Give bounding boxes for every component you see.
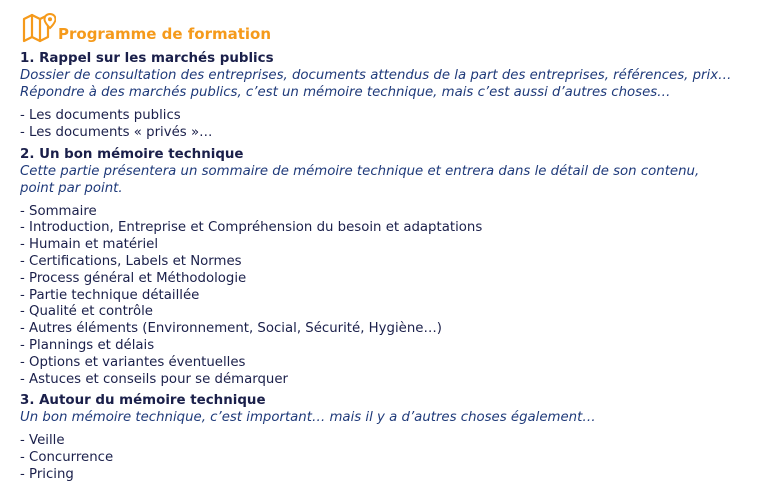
list-item: - Plannings et délais bbox=[20, 338, 760, 355]
section-item-list bbox=[20, 108, 760, 142]
list-item: - Veille bbox=[20, 433, 760, 450]
header bbox=[22, 10, 271, 44]
list-item: - Humain et matériel bbox=[20, 237, 760, 254]
list-item: - Concurrence bbox=[20, 450, 760, 467]
page-title: Programme de formation bbox=[58, 25, 272, 43]
section-description-line: Cette partie présentera un sommaire de mémoire technique et entrera dans le détail de son contenu, bbox=[20, 163, 700, 179]
section-heading: 1. Rappel sur les marchés publics bbox=[20, 51, 274, 66]
list-item: - Sommaire bbox=[20, 204, 760, 221]
section-memoire-technique bbox=[20, 147, 760, 389]
section-marches-publics bbox=[20, 51, 760, 142]
section-description-line: Dossier de consultation des entreprises, documents attendus de la part des entreprises, références, prix… bbox=[20, 68, 732, 83]
programme-content bbox=[20, 51, 760, 484]
section-description-line: Un bon mémoire technique, c’est important… mais il y a d’autres choses également… bbox=[20, 410, 596, 426]
list-item: - Les documents publics bbox=[20, 108, 760, 125]
list-item: - Autres éléments (Environnement, Social, Sécurité, Hygiène…) bbox=[20, 321, 760, 338]
section-item-list bbox=[20, 204, 760, 389]
list-item: - Astuces et conseils pour se démarquer bbox=[20, 372, 760, 389]
section-heading: 2. Un bon mémoire technique bbox=[20, 146, 244, 162]
list-item: - Options et variantes éventuelles bbox=[20, 355, 760, 372]
list-item: - Qualité et contrôle bbox=[20, 304, 760, 321]
map-icon bbox=[22, 10, 56, 44]
list-item: - Certifications, Labels et Normes bbox=[20, 254, 760, 271]
section-autour-memoire bbox=[20, 393, 760, 483]
section-description-line: Répondre à des marchés publics, c’est un mémoire technique, mais c’est aussi d’autres choses… bbox=[20, 85, 671, 100]
list-item: - Pricing bbox=[20, 467, 760, 484]
list-item: - Les documents « privés »… bbox=[20, 125, 760, 142]
list-item: - Introduction, Entreprise et Compréhension du besoin et adaptations bbox=[20, 220, 760, 237]
section-description-line: point par point. bbox=[20, 180, 123, 196]
list-item: - Partie technique détaillée bbox=[20, 288, 760, 305]
section-heading: 3. Autour du mémoire technique bbox=[20, 393, 266, 409]
section-item-list bbox=[20, 433, 760, 483]
list-item: - Process général et Méthodologie bbox=[20, 271, 760, 288]
